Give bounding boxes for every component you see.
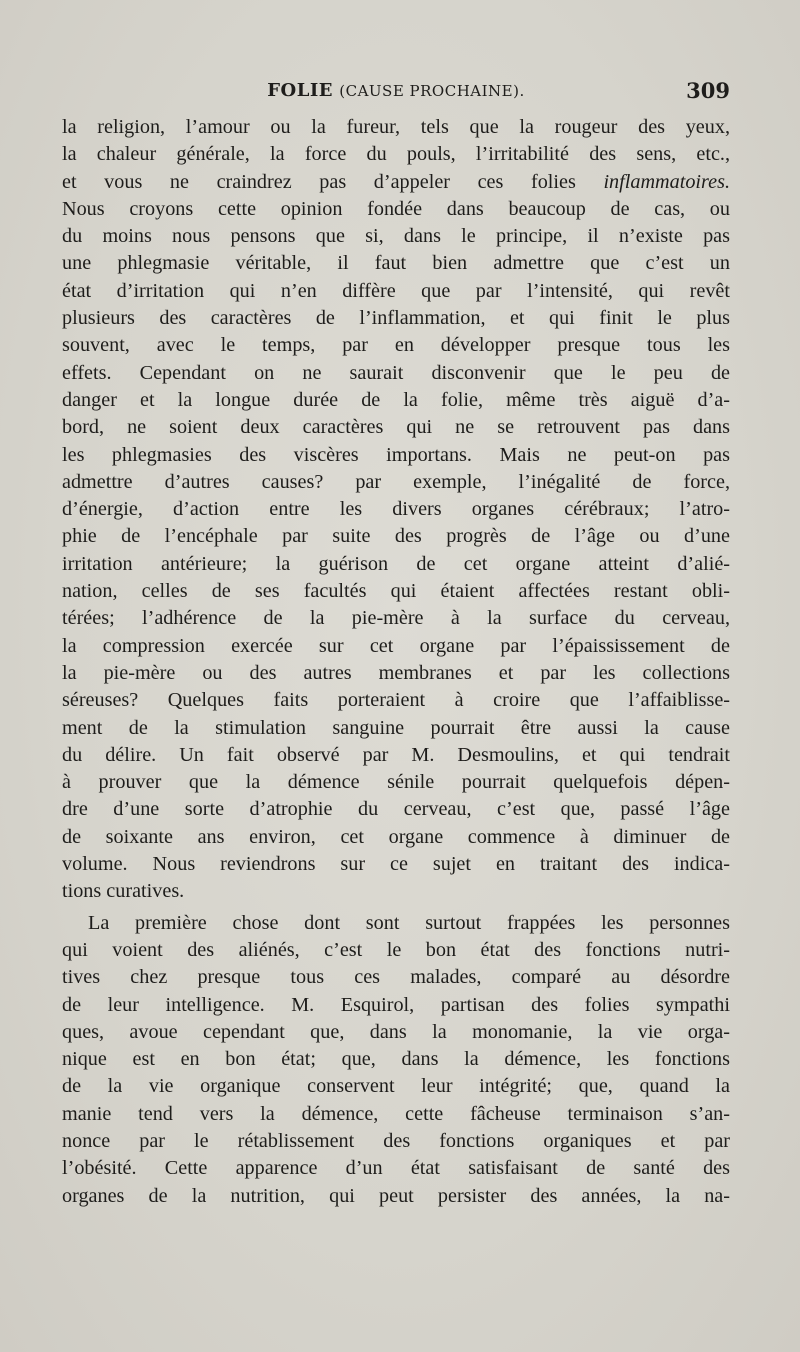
text-line: la chaleur générale, la force du pouls, l’irritabilité des sens, etc., xyxy=(62,143,730,166)
text-line: ques, avoue cependant que, dans la monomanie, la vie orga- xyxy=(62,1020,730,1043)
text-line: nique est en bon état; que, dans la démence, les fonctions xyxy=(62,1048,730,1071)
text-line: de soixante ans environ, cet organe commence à diminuer de xyxy=(62,825,730,848)
italic-term: inflammatoires. xyxy=(603,170,730,193)
text-line: la religion, l’amour ou la fureur, tels que la rougeur des yeux, xyxy=(62,116,730,138)
text-line: Nous croyons cette opinion fondée dans beaucoup de cas, ou xyxy=(62,197,730,220)
text-line: bord, ne soient deux caractères qui ne se retrouvent pas dans xyxy=(62,416,730,439)
text-line: admettre d’autres causes? par exemple, l’inégalité de force, xyxy=(62,470,730,493)
text-line: ment de la stimulation sanguine pourrait être aussi la cause xyxy=(62,716,730,739)
text-line: organes de la nutrition, qui peut persister des années, la na- xyxy=(62,1184,730,1207)
text-line: de leur intelligence. M. Esquirol, partisan des folies sympathi xyxy=(62,993,730,1016)
text-line: d’énergie, d’action entre les divers organes cérébraux; l’atro- xyxy=(62,498,730,521)
text-line: séreuses? Quelques faits porteraient à croire que l’affaiblisse- xyxy=(62,689,730,712)
page-number: 309 xyxy=(686,78,730,103)
text-line: à prouver que la démence sénile pourrait quelquefois dépen- xyxy=(62,771,730,794)
text-line: nation, celles de ses facultés qui étaient affectées restant obli- xyxy=(62,580,730,603)
running-head xyxy=(62,80,730,110)
running-title-main: FOLIE xyxy=(267,80,334,101)
text-line: danger et la longue durée de la folie, même très aiguë d’a- xyxy=(62,388,730,411)
text-line: une phlegmasie véritable, il faut bien admettre que c’est un xyxy=(62,252,730,275)
text-line: les phlegmasies des viscères importans. Mais ne peut-on pas xyxy=(62,443,730,466)
text-line: souvent, avec le temps, par en développer presque tous les xyxy=(62,334,730,357)
text-line-with-italic xyxy=(62,169,730,196)
text-line: phie de l’encéphale par suite des progrès de l’âge ou d’une xyxy=(62,525,730,548)
text-line: nonce par le rétablissement des fonctions organiques et par xyxy=(62,1129,730,1152)
text-line-last: tions curatives. xyxy=(62,880,185,903)
paragraph-2 xyxy=(62,910,730,1210)
text-line: effets. Cependant on ne saurait disconvenir que le peu de xyxy=(62,361,730,384)
text-line: du délire. Un fait observé par M. Desmoulins, et qui tendrait xyxy=(62,743,730,766)
text-line: l’obésité. Cette apparence d’un état satisfaisant de santé des xyxy=(62,1157,730,1180)
text-line: qui voient des aliénés, c’est le bon état des fonctions nutri- xyxy=(62,938,730,961)
text-line-indented: La première chose dont sont surtout frappées les personnes xyxy=(88,911,730,934)
text-line: volume. Nous reviendrons sur ce sujet en traitant des indica- xyxy=(62,853,730,876)
text-line: la pie-mère ou des autres membranes et par les collections xyxy=(62,661,730,684)
text-line: térées; l’adhérence de la pie-mère à la surface du cerveau, xyxy=(62,607,730,630)
text-line: tives chez presque tous ces malades, comparé au désordre xyxy=(62,966,730,989)
running-title-sub: (CAUSE PROCHAINE). xyxy=(339,82,525,100)
paragraph-1 xyxy=(62,114,730,906)
text-line: plusieurs des caractères de l’inflammation, et qui finit le plus xyxy=(62,307,730,330)
running-title xyxy=(62,80,730,101)
body-text xyxy=(62,114,730,1210)
text-line: irritation antérieure; la guérison de cet organe atteint d’alié- xyxy=(62,552,730,575)
text-line: état d’irritation qui n’en diffère que par l’intensité, qui revêt xyxy=(62,279,730,302)
text-line: dre d’une sorte d’atrophie du cerveau, c’est que, passé l’âge xyxy=(62,798,730,821)
text-line: du moins nous pensons que si, dans le principe, il n’existe pas xyxy=(62,225,730,248)
text-line: la compression exercée sur cet organe par l’épaississement de xyxy=(62,634,730,657)
text-line: de la vie organique conservent leur intégrité; que, quand la xyxy=(62,1075,730,1098)
text-line-start: et vous ne craindrez pas d’appeler ces folies xyxy=(62,170,576,193)
text-line: manie tend vers la démence, cette fâcheuse terminaison s’an- xyxy=(62,1102,730,1125)
